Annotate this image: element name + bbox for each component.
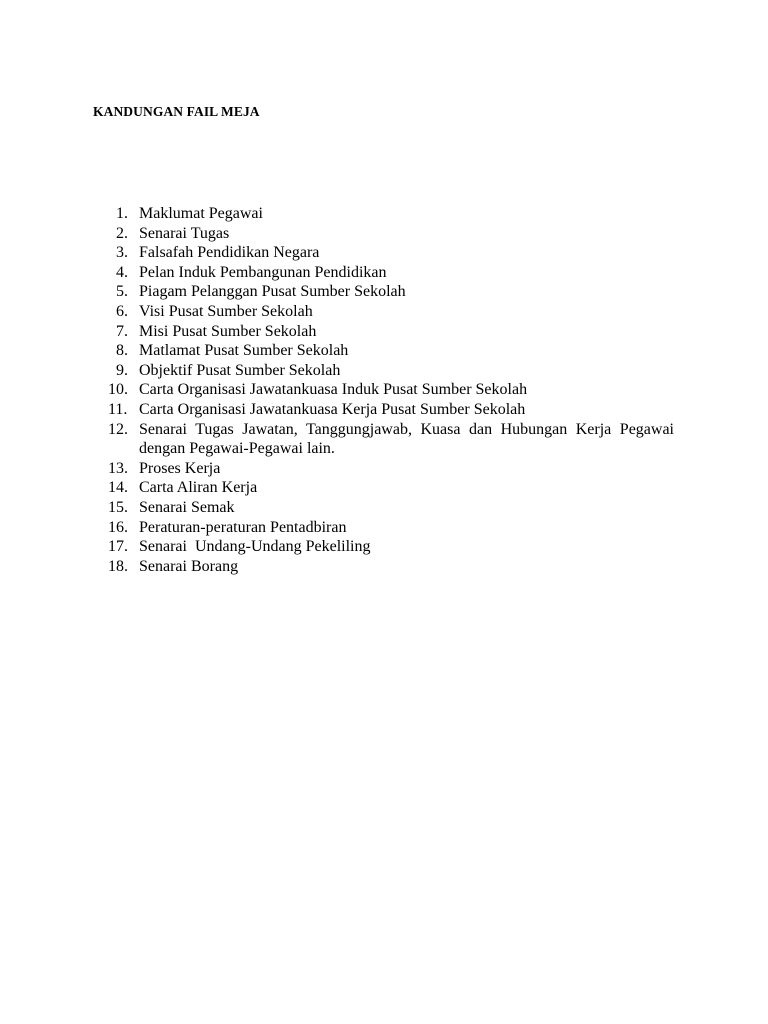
list-item-number: 4. [116,263,128,281]
list-item-text: Carta Aliran Kerja [139,479,258,497]
document-title: KANDUNGAN FAIL MEJA [93,104,260,119]
list-item [108,400,674,420]
list-item [108,498,674,518]
list-item-number: 3. [116,244,128,262]
list-item-text: Pelan Induk Pembangunan Pendidikan [139,263,387,281]
list-item [108,518,674,538]
list-item-text: Senarai Tugas [139,224,230,242]
contents-list [108,204,674,576]
list-item-number: 9. [116,361,128,379]
list-item-number: 17. [108,538,128,556]
list-item-text: Maklumat Pegawai [139,205,263,222]
list-item [108,322,674,342]
list-item-number: 10. [108,381,128,399]
list-item-text: Carta Organisasi Jawatankuasa Induk Pusat Sumber Sekolah [139,381,528,399]
list-item [108,361,674,381]
list-item [108,302,674,322]
list-item-text: Objektif Pusat Sumber Sekolah [139,361,341,379]
list-item-number: 5. [116,283,128,301]
list-item-text: Senarai Borang [139,557,239,575]
list-item-number: 1. [116,205,128,222]
list-item [108,557,674,577]
list-item-number: 6. [116,302,128,320]
list-item-text: Falsafah Pendidikan Negara [139,244,320,262]
list-item-text: Senarai Undang-Undang Pekeliling [139,538,371,556]
list-item [108,420,674,459]
list-item-text: Senarai Semak [139,498,235,516]
list-item [108,243,674,263]
list-item-number: 16. [108,518,128,536]
list-item-number: 2. [116,224,128,242]
list-item-text: Misi Pusat Sumber Sekolah [139,322,317,340]
list-item-number: 15. [108,498,128,516]
list-item-number: 13. [108,459,128,477]
list-item-text: Piagam Pelanggan Pusat Sumber Sekolah [139,283,406,301]
list-item [108,459,674,479]
list-item-number: 18. [108,557,128,575]
list-item-text: Proses Kerja [139,459,221,477]
list-item [108,537,674,557]
list-item-text: Carta Organisasi Jawatankuasa Kerja Pusat Sumber Sekolah [139,400,526,418]
list-item-number: 12. [108,420,128,438]
list-item-text: Peraturan-peraturan Pentadbiran [139,518,347,536]
list-item [108,224,674,244]
list-item [108,282,674,302]
list-item [108,263,674,283]
list-item [108,478,674,498]
list-item-text: Visi Pusat Sumber Sekolah [139,302,313,320]
list-item-number: 8. [116,342,128,360]
list-item-text: Matlamat Pusat Sumber Sekolah [139,342,349,360]
list-item [108,380,674,400]
list-item-number: 7. [116,322,128,340]
list-item-number: 11. [108,400,128,418]
list-item-number: 14. [108,479,128,497]
list-item [108,341,674,361]
list-item [108,204,674,224]
list-item-text: Senarai Tugas Jawatan, Tanggungjawab, Kuasa dan Hubungan Kerja Pegawai dengan Pegawai-Pegawai lain. [139,420,674,458]
